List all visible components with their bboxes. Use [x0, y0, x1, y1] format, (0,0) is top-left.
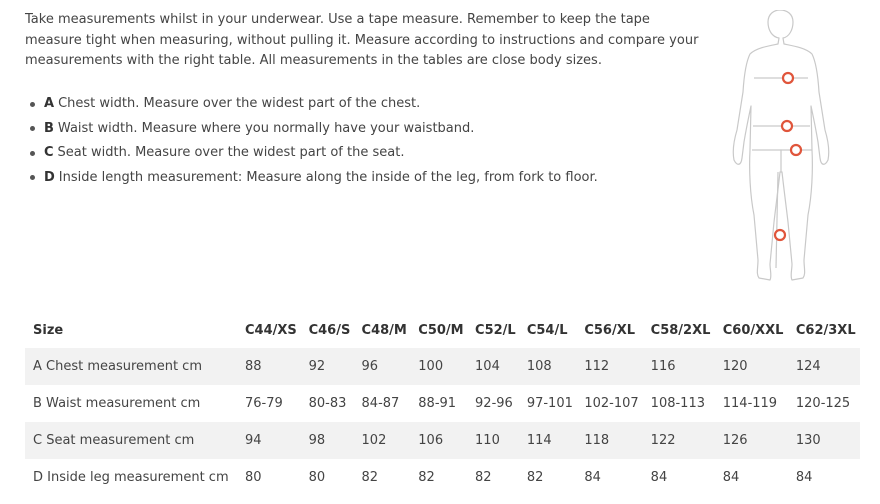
table-cell: 124: [788, 348, 860, 385]
list-item: [25, 117, 598, 142]
table-header-row: [25, 312, 860, 348]
column-header: C60/XXL: [722, 322, 784, 338]
table-cell: 82: [475, 470, 492, 485]
table-cell: 84: [584, 470, 601, 485]
column-header: C50/M: [418, 322, 464, 338]
table-cell: 126: [715, 422, 788, 459]
table-cell: 97-101: [526, 396, 573, 411]
table-cell: 80: [308, 470, 326, 485]
table-cell: 92: [301, 348, 354, 385]
table-cell: 84: [795, 470, 813, 485]
bullet-letter: D: [44, 169, 55, 185]
table-cell: 82: [418, 470, 435, 485]
table-row: [25, 348, 860, 385]
list-item: [25, 166, 598, 191]
bullet-dot: [30, 151, 35, 156]
measurement-instructions-list: [25, 92, 598, 190]
measure-markers: [775, 73, 801, 240]
table-cell: 116: [643, 348, 715, 385]
table-cell: 94: [237, 422, 301, 459]
marker-b: [782, 121, 792, 131]
table-cell: 84: [722, 470, 740, 485]
column-header: Size: [33, 322, 64, 338]
list-item: [25, 141, 598, 166]
column-header: C62/3XL: [795, 322, 856, 338]
marker-d: [775, 230, 785, 240]
table-row: [25, 459, 860, 496]
bullet-letter: A: [44, 96, 55, 112]
table-cell: 82: [361, 470, 379, 485]
table-cell: 106: [410, 422, 467, 459]
table-cell: C Seat measurement cm: [25, 422, 237, 459]
bullet-text: Seat width. Measure over the widest part of the seat.: [57, 145, 405, 161]
intro-text: Take measurements whilst in your underwear. Use a tape measure. Remember to keep the tape measure tight when measuring, without pulling it. Measure according to instructions and compare your measurements with the right table. All measurements in the tables are close body sizes.: [25, 12, 699, 68]
table-cell: 108: [519, 348, 577, 385]
table-cell: 104: [467, 348, 519, 385]
table-cell: 84: [650, 470, 668, 485]
table-cell: 112: [576, 348, 642, 385]
bullet-dot: [30, 175, 35, 180]
bullet-text: Inside length measurement: Measure along the inside of the leg, from fork to floor.: [58, 169, 598, 185]
table-cell: 84-87: [361, 396, 400, 411]
table-cell: 102: [354, 422, 411, 459]
table-cell: B Waist measurement cm: [33, 396, 201, 411]
table-cell: 122: [643, 422, 715, 459]
list-item: [25, 92, 598, 117]
bullet-dot: [30, 102, 35, 107]
table-row: [25, 385, 860, 422]
table-cell: 120: [715, 348, 788, 385]
table-cell: 120-125: [795, 396, 851, 411]
table-cell: A Chest measurement cm: [25, 348, 237, 385]
column-header: C48/M: [361, 322, 407, 338]
table-cell: 118: [576, 422, 642, 459]
column-header: C52/L: [475, 322, 516, 338]
table-cell: 96: [354, 348, 411, 385]
table-cell: 100: [410, 348, 467, 385]
table-cell: 80: [245, 470, 262, 485]
bullet-letter: B: [44, 120, 54, 136]
table-cell: 88: [237, 348, 301, 385]
bullet-text: Waist width. Measure where you normally have your waistband.: [57, 120, 475, 136]
table-cell: 76-79: [245, 396, 283, 411]
table-cell: 80-83: [308, 396, 347, 411]
table-cell: 108-113: [650, 396, 705, 411]
size-table: [25, 312, 860, 496]
table-cell: 82: [526, 470, 544, 485]
table-cell: 98: [301, 422, 354, 459]
table-row: [25, 422, 860, 459]
table-cell: D Inside leg measurement cm: [33, 470, 229, 485]
table-cell: 88-91: [418, 396, 457, 411]
column-header: C46/S: [308, 322, 351, 338]
table-cell: 92-96: [475, 396, 513, 411]
table-cell: 114: [519, 422, 577, 459]
table-cell: 102-107: [584, 396, 639, 411]
column-header: C54/L: [526, 322, 568, 338]
bullet-dot: [30, 126, 35, 131]
marker-c: [791, 145, 801, 155]
table-cell: 130: [788, 422, 860, 459]
bullet-letter: C: [44, 145, 54, 161]
table-cell: 114-119: [722, 396, 778, 411]
column-header: C56/XL: [584, 322, 636, 338]
body-measurement-figure: [732, 10, 842, 290]
column-header: C44/XS: [245, 322, 297, 338]
bullet-text: Chest width. Measure over the widest part of the chest.: [58, 96, 421, 112]
marker-a: [783, 73, 793, 83]
column-header: C58/2XL: [650, 322, 711, 338]
table-cell: 110: [467, 422, 519, 459]
